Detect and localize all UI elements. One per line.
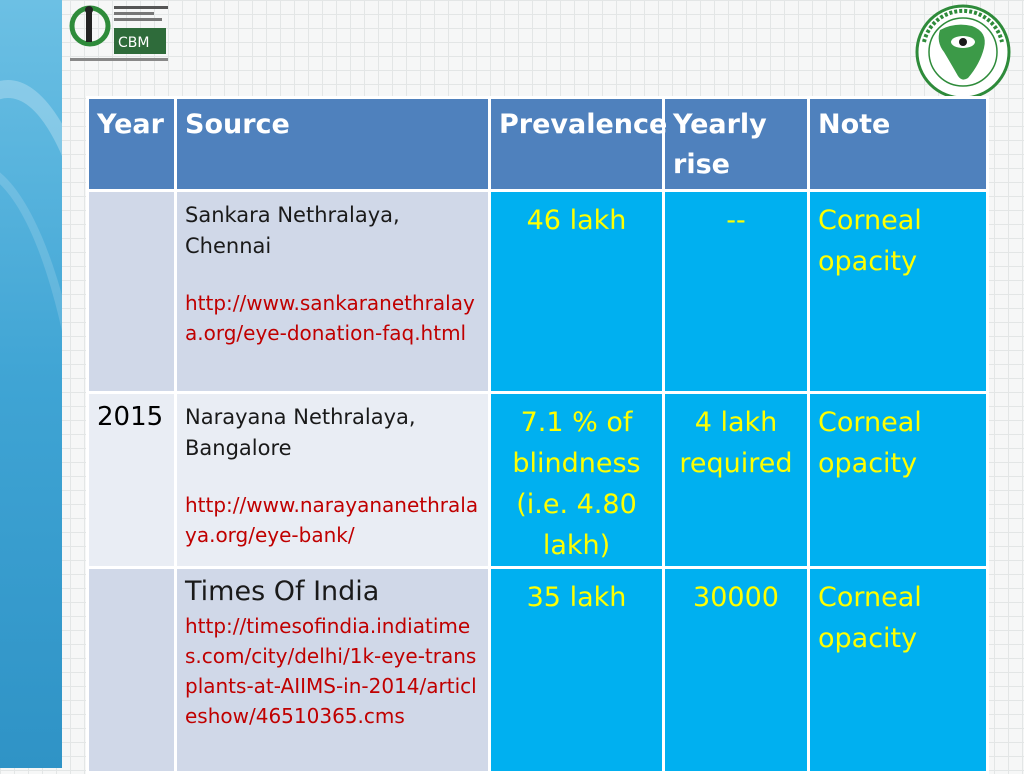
note-cell: Corneal opacity: [809, 393, 988, 568]
source-cell: [176, 191, 490, 393]
note-cell: Corneal opacity: [809, 191, 988, 393]
table-row: [88, 393, 988, 568]
source-cell: [176, 393, 490, 568]
header-note: Note: [809, 98, 988, 191]
header-row: [88, 98, 988, 191]
source-name: Narayana Nethralaya, Bangalore: [185, 405, 416, 460]
year-cell: [88, 568, 176, 773]
yearly-rise-cell: 4 lakh required: [664, 393, 809, 568]
note-cell: Corneal opacity: [809, 568, 988, 773]
prevalence-cell: 7.1 % of blindness (i.e. 4.80 lakh): [490, 393, 664, 568]
yearly-rise-cell: 30000: [664, 568, 809, 773]
source-link[interactable]: http://www.sankaranethralaya.org/eye-donation-faq.html: [185, 291, 475, 345]
table-row: [88, 191, 988, 393]
prevalence-table: [86, 96, 989, 774]
header-prevalence: Prevalence: [490, 98, 664, 191]
svg-text:CBM: CBM: [118, 35, 150, 51]
corneal-blindness-free-bharat-movement-logo: [910, 2, 1016, 102]
source-link[interactable]: http://www.narayananethralaya.org/eye-bank/: [185, 493, 479, 547]
header-source: Source: [176, 98, 490, 191]
organization-logo: [68, 2, 172, 66]
source-name: Sankara Nethralaya, Chennai: [185, 203, 400, 258]
table-row: [88, 568, 988, 773]
yearly-rise-cell: --: [664, 191, 809, 393]
header-year: Year: [88, 98, 176, 191]
year-cell: [88, 191, 176, 393]
prevalence-cell: 35 lakh: [490, 568, 664, 773]
left-decorative-band: [0, 0, 62, 768]
year-cell: [88, 393, 176, 568]
header-yearly-rise: Yearly rise: [664, 98, 809, 191]
prevalence-cell: 46 lakh: [490, 191, 664, 393]
source-link[interactable]: http://timesofindia.indiatimes.com/city/delhi/1k-eye-transplants-at-AIIMS-in-2014/articleshow/46510365.cms: [185, 614, 477, 728]
year-value: 2015: [97, 402, 164, 432]
source-name: Times Of India: [185, 576, 380, 607]
source-cell: [176, 568, 490, 773]
